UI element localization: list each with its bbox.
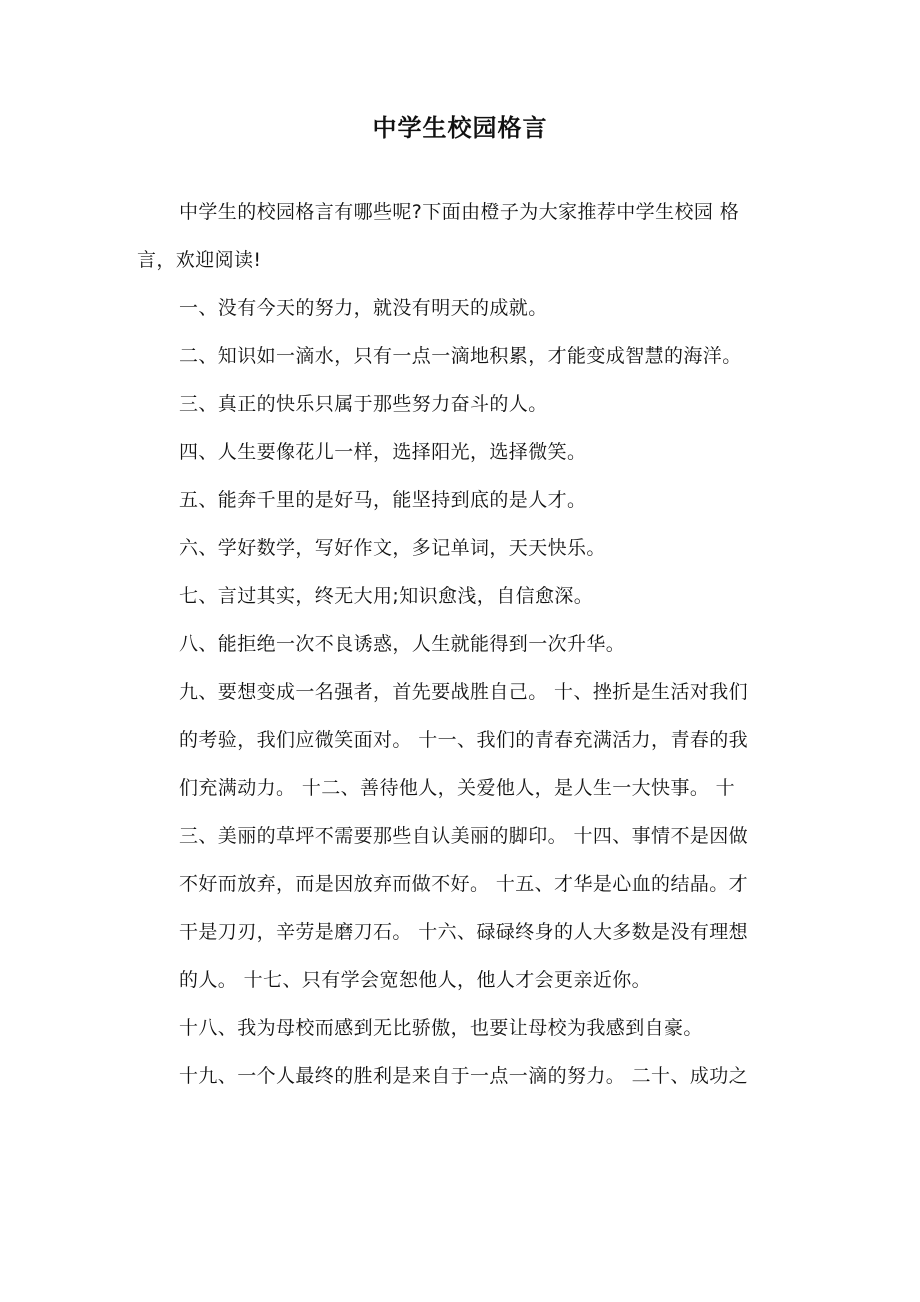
- paragraph-line: 五、能奔千里的是好马，能坚持到底的是人才。: [179, 489, 587, 511]
- paragraph-line: 二、知识如一滴水，只有一点一滴地积累，才能变成智慧的海洋。: [179, 345, 742, 367]
- paragraph-line: 十八、我为母校而感到无比骄傲，也要让母校为我感到自豪。: [179, 1017, 703, 1039]
- paragraph-line: 一、没有今天的努力，就没有明天的成就。: [179, 297, 548, 319]
- paragraph-line: 八、能拒绝一次不良诱惑，人生就能得到一次升华。: [179, 633, 626, 655]
- paragraph-line: 六、学好数学，写好作文，多记单词，天天快乐。: [179, 537, 606, 559]
- paragraph-line: 不好而放弃，而是因放弃而做不好。 十五、才华是心血的结晶。才: [179, 873, 749, 895]
- page-title: 中学生校园格言: [372, 114, 548, 142]
- paragraph-line: 九、要想变成一名强者，首先要战胜自己。 十、挫折是生活对我们: [179, 681, 749, 703]
- paragraph-line: 七、言过其实，终无大用;知识愈浅，自信愈深。: [179, 585, 594, 607]
- paragraph-line: 们充满动力。 十二、善待他人，关爱他人，是人生一大快事。 十: [179, 777, 736, 799]
- paragraph-line: 的人。 十七、只有学会宽恕他人，他人才会更亲近你。: [179, 969, 652, 991]
- paragraph-line: 十九、一个人最终的胜利是来自于一点一滴的努力。 二十、成功之: [179, 1065, 749, 1087]
- paragraph-line: 四、人生要像花儿一样，选择阳光，选择微笑。: [179, 441, 587, 463]
- paragraph-line: 的考验，我们应微笑面对。 十一、我们的青春充满活力，青春的我: [179, 729, 749, 751]
- paragraph-line: 三、真正的快乐只属于那些努力奋斗的人。: [179, 393, 548, 415]
- paragraph-line: 言，欢迎阅读!: [137, 249, 262, 271]
- paragraph-line: 三、美丽的草坪不需要那些自认美丽的脚印。 十四、事情不是因做: [179, 825, 749, 847]
- paragraph-line: 中学生的校园格言有哪些呢?下面由橙子为大家推荐中学生校园 格: [179, 201, 740, 223]
- paragraph-line: 干是刀刃，辛劳是磨刀石。 十六、碌碌终身的人大多数是没有理想: [179, 921, 749, 943]
